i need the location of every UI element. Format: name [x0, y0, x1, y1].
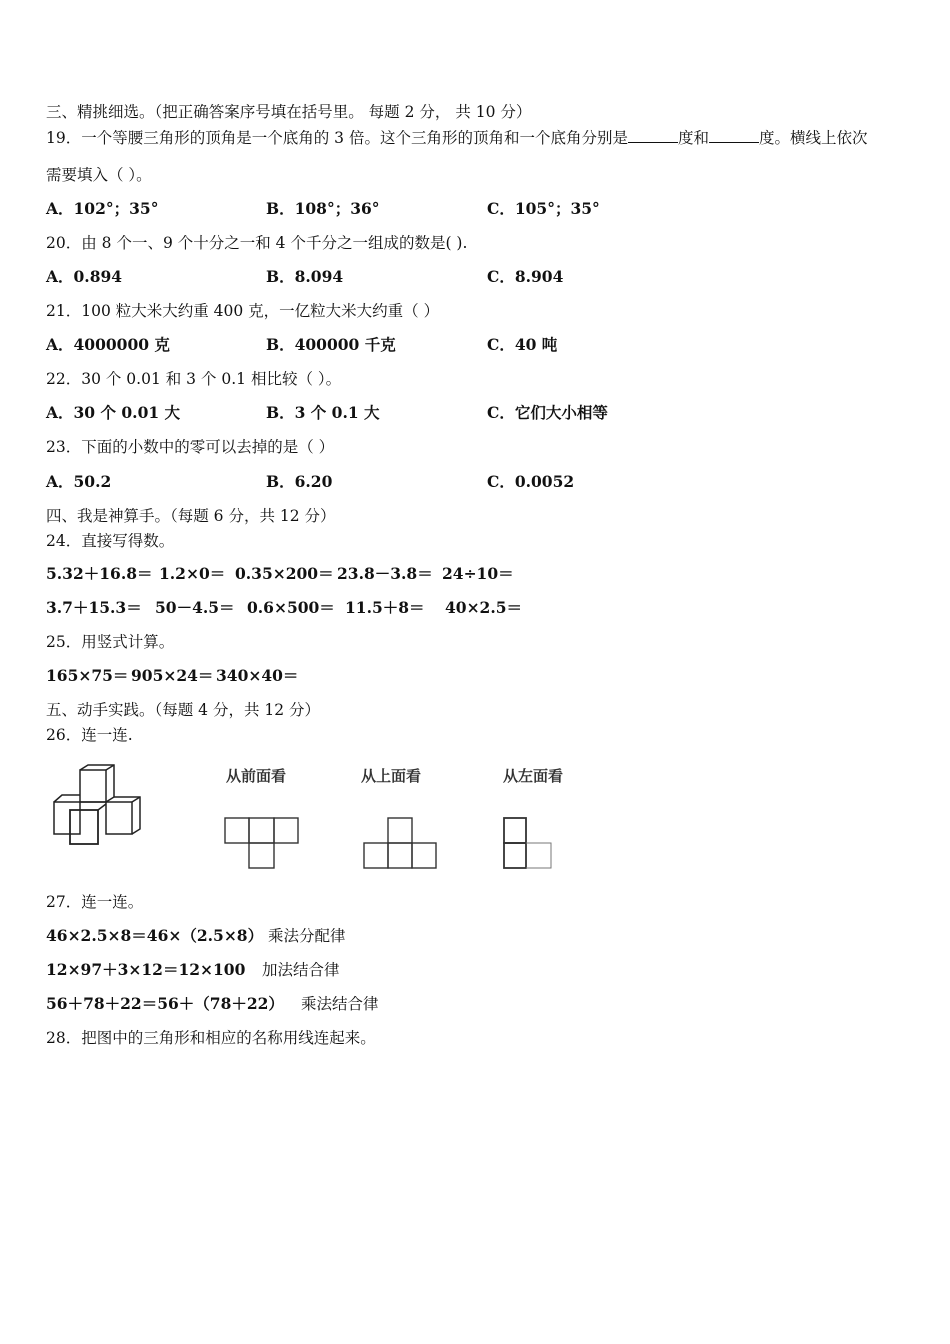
q20-option-b[interactable]: B．8.094 — [266, 267, 344, 286]
q27-law-2[interactable]: 加法结合律 — [262, 961, 340, 979]
view-label-left: 从左面看 — [503, 767, 564, 785]
view-label-top: 从上面看 — [361, 767, 422, 785]
q19-text-a: 19．一个等腰三角形的顶角是一个底角的 3 倍。这个三角形的顶角和一个底角分别是 — [46, 129, 628, 147]
q24-expr: 1.2×0＝ — [159, 564, 226, 583]
left-view-figure[interactable] — [503, 817, 555, 869]
q19-option-c[interactable]: C．105°；35° — [487, 199, 600, 218]
q25-expr: 165×75＝ — [46, 666, 129, 685]
q19-blank-1[interactable] — [628, 128, 678, 143]
q27-law-1[interactable]: 乘法分配律 — [268, 927, 346, 945]
q25-expr: 340×40＝ — [216, 666, 299, 685]
front-view-figure[interactable] — [224, 817, 300, 869]
q24-expr: 0.35×200＝ — [235, 564, 334, 583]
q20-option-c[interactable]: C．8.904 — [487, 267, 564, 286]
question-24: 24．直接写得数。 — [46, 532, 175, 550]
top-view-figure[interactable] — [363, 817, 439, 869]
q21-option-c[interactable]: C．40 吨 — [487, 335, 558, 354]
q21-option-b[interactable]: B．400000 千克 — [266, 335, 396, 354]
q24-expr: 40×2.5＝ — [445, 598, 523, 617]
q24-expr: 0.6×500＝ — [247, 598, 335, 617]
q27-expression-1[interactable]: 46×2.5×8＝46×（2.5×8） — [46, 926, 264, 945]
question-28: 28．把图中的三角形和相应的名称用线连起来。 — [46, 1029, 376, 1047]
section-3-heading: 三、精挑细选。（把正确答案序号填在括号里。 每题 2 分， 共 10 分） — [46, 103, 532, 121]
question-26: 26．连一连. — [46, 726, 133, 744]
q22-option-a[interactable]: A．30 个 0.01 大 — [46, 403, 181, 422]
q24-expr: 3.7＋15.3＝ — [46, 598, 142, 617]
q23-option-c[interactable]: C．0.0052 — [487, 472, 575, 491]
q24-expr: 5.32＋16.8＝ — [46, 564, 153, 583]
q19-blank-2[interactable] — [709, 128, 759, 143]
question-23: 23．下面的小数中的零可以去掉的是（ ） — [46, 438, 335, 456]
q22-option-b[interactable]: B．3 个 0.1 大 — [266, 403, 380, 422]
q21-option-a[interactable]: A．4000000 克 — [46, 335, 170, 354]
cube-stack-figure — [50, 764, 150, 846]
q23-option-a[interactable]: A．50.2 — [46, 472, 112, 491]
q19-text-b: 度和 — [677, 129, 709, 147]
question-19-line2: 需要填入（ ）。 — [46, 166, 152, 184]
q24-expr: 23.8－3.8＝ — [337, 564, 433, 583]
question-21: 21．100 粒大米大约重 400 克，一亿粒大米大约重（ ） — [46, 302, 440, 320]
q27-law-3[interactable]: 乘法结合律 — [301, 995, 379, 1013]
q19-text-c: 度。横线上依次 — [758, 129, 868, 147]
q27-expression-2[interactable]: 12×97＋3×12＝12×100 — [46, 960, 246, 979]
view-label-front: 从前面看 — [226, 767, 287, 785]
section-4-heading: 四、我是神算手。（每题 6 分，共 12 分） — [46, 507, 336, 525]
q24-expr: 50－4.5＝ — [155, 598, 235, 617]
q25-expr: 905×24＝ — [131, 666, 214, 685]
q20-option-a[interactable]: A．0.894 — [46, 267, 123, 286]
q22-option-c[interactable]: C．它们大小相等 — [487, 403, 608, 422]
question-25: 25．用竖式计算。 — [46, 633, 175, 651]
question-27: 27．连一连。 — [46, 893, 144, 911]
question-22: 22．30 个 0.01 和 3 个 0.1 相比较（ ）。 — [46, 370, 342, 388]
question-19-line1 — [46, 128, 867, 148]
q27-expression-3[interactable]: 56＋78＋22＝56＋（78＋22） — [46, 994, 284, 1013]
q23-option-b[interactable]: B．6.20 — [266, 472, 333, 491]
q24-expr: 24÷10＝ — [442, 564, 514, 583]
section-5-heading: 五、动手实践。（每题 4 分，共 12 分） — [46, 701, 321, 719]
q24-expr: 11.5＋8＝ — [345, 598, 425, 617]
q19-option-b[interactable]: B．108°；36° — [266, 199, 380, 218]
q19-option-a[interactable]: A．102°；35° — [46, 199, 159, 218]
question-20: 20．由 8 个一、9 个十分之一和 4 个千分之一组成的数是( ). — [46, 234, 468, 252]
